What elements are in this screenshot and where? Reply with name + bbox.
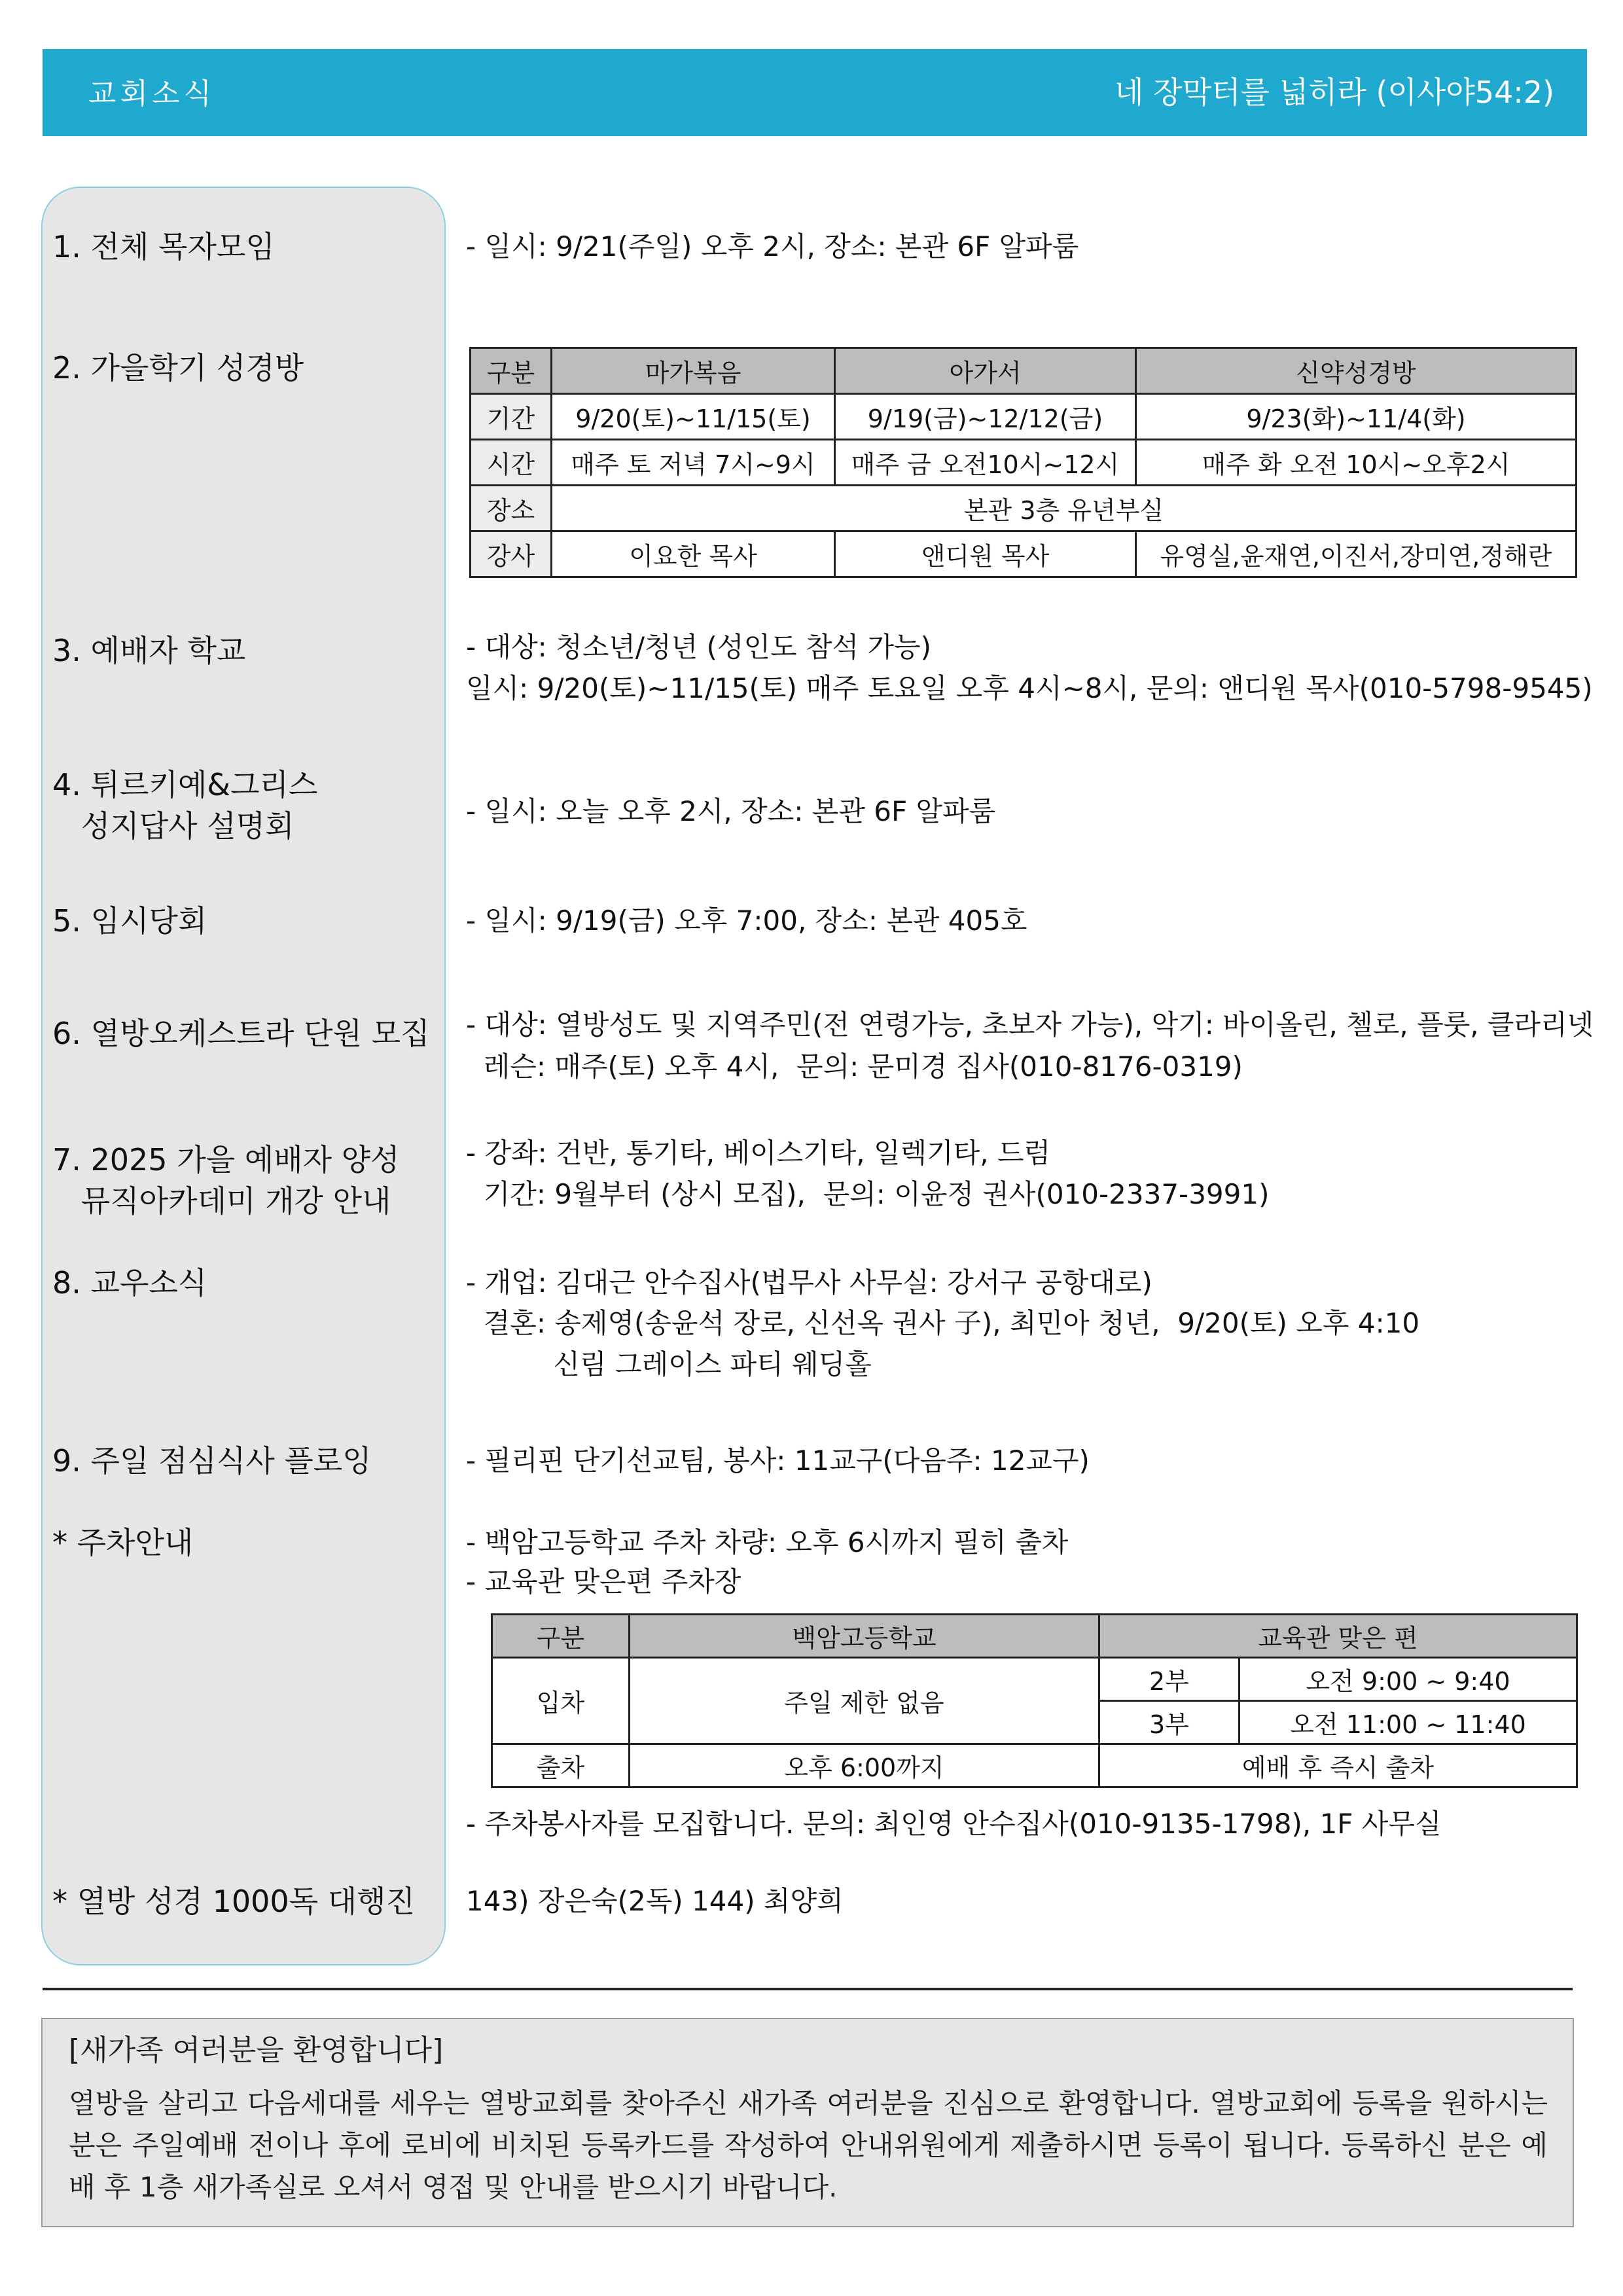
table-header: 구분 — [471, 348, 552, 394]
item-content: 레슨: 매주(토) 오후 4시, 문의: 문미경 집사(010-8176-0319) — [466, 1050, 1243, 1083]
section-title: 교회소식 — [88, 77, 216, 111]
section-header — [43, 49, 1587, 136]
parking-note: - 주차봉사자를 모집합니다. 문의: 최인영 안수집사(010-9135-1798), 1F 사무실 — [466, 1808, 1442, 1840]
item-title: 5. 임시당회 — [52, 903, 207, 939]
table-header: 교육관 맞은 편 — [1099, 1615, 1577, 1658]
item-content: - 백암고등학교 주차 차량: 오후 6시까지 필히 출차 — [466, 1526, 1069, 1558]
item-title: 3. 예배자 학교 — [52, 633, 246, 668]
item-title: 4. 튀르키예&그리스 — [52, 767, 318, 802]
table-cell: 앤디원 목사 — [835, 531, 1136, 577]
table-cell: 유영실,윤재연,이진서,장미연,정해란 — [1136, 531, 1577, 577]
table-header: 백암고등학교 — [630, 1615, 1099, 1658]
item-content: - 일시: 오늘 오후 2시, 장소: 본관 6F 알파룸 — [466, 795, 996, 827]
table-header: 구분 — [492, 1615, 630, 1658]
item-content: - 대상: 열방성도 및 지역주민(전 연령가능, 초보자 가능), 악기: 바이올린, 첼로, 플룻, 클라리넷 — [466, 1009, 1594, 1041]
table-header: 신약성경방 — [1136, 348, 1577, 394]
item-content: - 일시: 9/21(주일) 오후 2시, 장소: 본관 6F 알파룸 — [466, 230, 1079, 262]
item-content: - 필리핀 단기선교팀, 봉사: 11교구(다음주: 12교구) — [466, 1444, 1090, 1477]
item-title: 7. 2025 가을 예배자 양성 — [52, 1142, 400, 1177]
parking-table — [491, 1613, 1578, 1788]
item-content: - 개업: 김대근 안수집사(법무사 사무실: 강서구 공항대로) — [466, 1266, 1152, 1299]
table-cell: 매주 토 저녁 7시~9시 — [552, 440, 835, 486]
sidebar-panel — [41, 187, 446, 1965]
table-cell: 오전 9:00 ~ 9:40 — [1240, 1658, 1577, 1701]
row-label: 강사 — [471, 531, 552, 577]
item-content: - 대상: 청소년/청년 (성인도 참석 가능) — [466, 631, 931, 663]
item-title: 9. 주일 점심식사 플로잉 — [52, 1443, 372, 1479]
item-content: 신림 그레이스 파티 웨딩홀 — [466, 1348, 872, 1380]
item-title: 2. 가을학기 성경방 — [52, 350, 304, 386]
table-cell: 9/20(토)~11/15(토) — [552, 394, 835, 440]
item-title: * 열방 성경 1000독 대행진 — [52, 1884, 416, 1919]
item-title: 8. 교우소식 — [52, 1265, 207, 1300]
table-cell: 매주 화 오전 10시~오후2시 — [1136, 440, 1577, 486]
table-cell: 예배 후 즉시 출차 — [1099, 1744, 1577, 1787]
header-verse: 네 장막터를 넓히라 (이사야54:2) — [1115, 75, 1554, 110]
table-cell: 오전 11:00 ~ 11:40 — [1240, 1701, 1577, 1744]
item-content: 143) 장은숙(2독) 144) 최양희 — [466, 1885, 844, 1917]
divider — [43, 1988, 1573, 1990]
table-cell: 본관 3층 유년부실 — [552, 486, 1577, 531]
item-content: - 일시: 9/19(금) 오후 7:00, 장소: 본관 405호 — [466, 905, 1027, 937]
bible-study-table — [469, 347, 1577, 578]
item-content: 일시: 9/20(토)~11/15(토) 매주 토요일 오후 4시~8시, 문의: 앤디원 목사(010-5798-9545) — [466, 672, 1593, 704]
item-title: * 주차안내 — [52, 1525, 194, 1560]
table-header: 아가서 — [835, 348, 1136, 394]
table-cell: 3부 — [1099, 1701, 1240, 1744]
table-cell: 9/19(금)~12/12(금) — [835, 394, 1136, 440]
table-cell: 이요한 목사 — [552, 531, 835, 577]
table-cell: 9/23(화)~11/4(화) — [1136, 394, 1577, 440]
welcome-box — [41, 2018, 1574, 2227]
item-content: - 강좌: 건반, 통기타, 베이스기타, 일렉기타, 드럼 — [466, 1137, 1051, 1169]
item-title: 성지답사 설명회 — [52, 808, 294, 844]
row-label: 시간 — [471, 440, 552, 486]
table-cell: 주일 제한 없음 — [630, 1658, 1099, 1744]
row-label: 입차 — [492, 1658, 630, 1744]
row-label: 장소 — [471, 486, 552, 531]
item-title: 6. 열방오케스트라 단원 모집 — [52, 1016, 430, 1051]
item-content: - 교육관 맞은편 주차장 — [466, 1566, 741, 1598]
item-title: 1. 전체 목자모임 — [52, 229, 275, 264]
table-cell: 매주 금 오전10시~12시 — [835, 440, 1136, 486]
item-title: 뮤직아카데미 개강 안내 — [52, 1183, 391, 1219]
item-content: 결혼: 송제영(송윤석 장로, 신선옥 권사 子), 최민아 청년, 9/20(토) 오후 4:10 — [466, 1307, 1420, 1339]
table-cell: 2부 — [1099, 1658, 1240, 1701]
row-label: 출차 — [492, 1744, 630, 1787]
table-cell: 오후 6:00까지 — [630, 1744, 1099, 1787]
item-content: 기간: 9월부터 (상시 모집), 문의: 이윤정 권사(010-2337-3991) — [466, 1178, 1270, 1210]
table-header: 마가복음 — [552, 348, 835, 394]
row-label: 기간 — [471, 394, 552, 440]
welcome-body: 열방을 살리고 다음세대를 세우는 열방교회를 찾아주신 새가족 여러분을 진심으로 환영합니다. 열방교회에 등록을 원하시는 분은 주일예배 전이나 후에 로비에 비치된 등록카드를 작성하여 안내위원에게 제출하시면 등록이 됩니다. 등록하신 분은 예배 후 1층 새가족실로 오셔서 영접 및 안내를 받으시기 바랍니다. — [69, 2087, 1548, 2203]
welcome-title: [새가족 여러분을 환영합니다] — [69, 2034, 444, 2067]
